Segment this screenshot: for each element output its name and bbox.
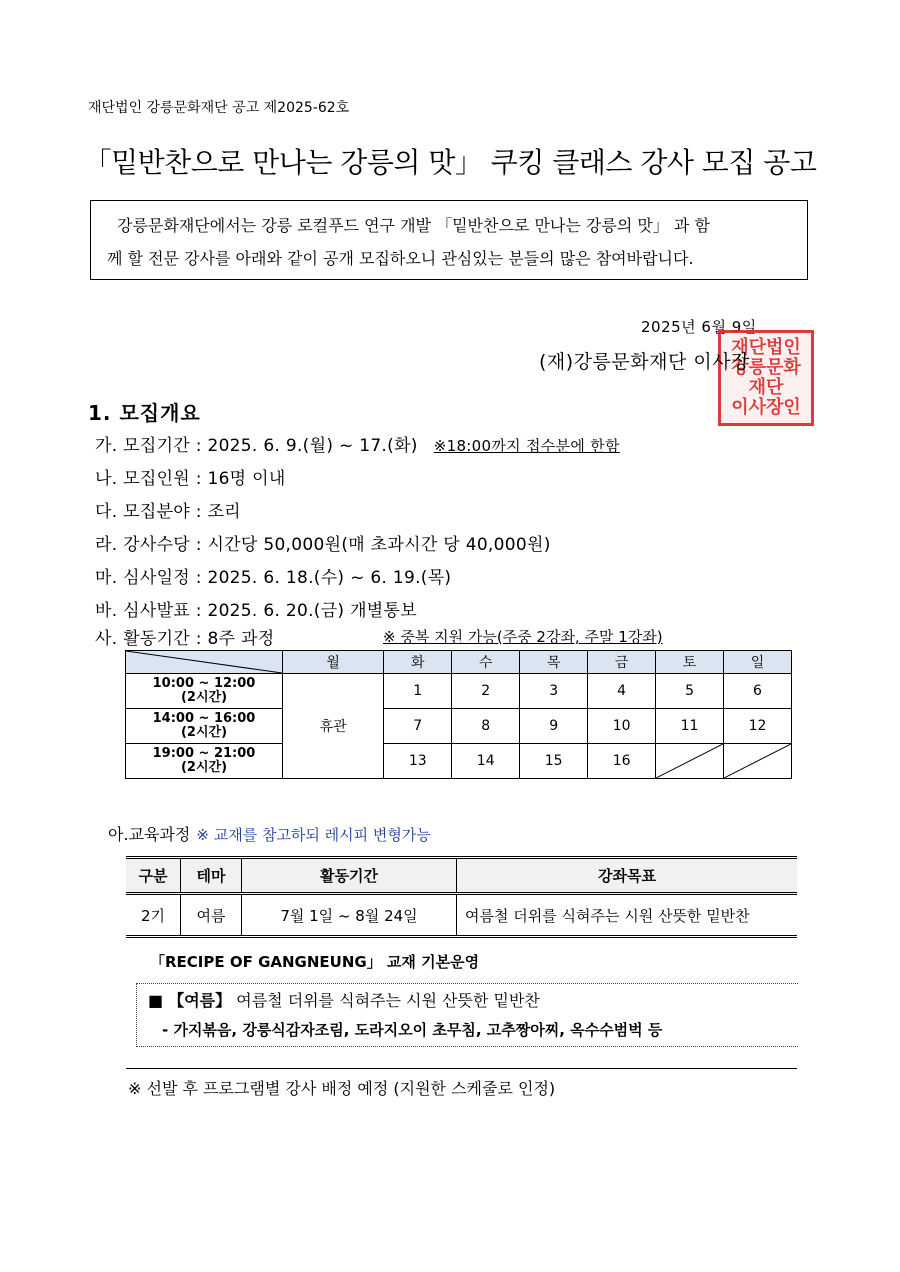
session-cell: 9 bbox=[520, 709, 588, 744]
session-cell: 11 bbox=[656, 709, 724, 744]
day-header: 화 bbox=[384, 651, 452, 674]
col-header: 테마 bbox=[181, 858, 242, 894]
col-header: 구분 bbox=[126, 858, 181, 894]
monday-closed: 휴관 bbox=[283, 674, 384, 779]
empty-cell bbox=[656, 744, 724, 779]
item-review: 마. 심사일정 : 2025. 6. 18.(수) ~ 6. 19.(목) bbox=[95, 568, 452, 588]
divider bbox=[126, 1068, 797, 1069]
session-cell: 7 bbox=[384, 709, 452, 744]
session-cell: 4 bbox=[588, 674, 656, 709]
table-cell: 여름철 더위를 식혀주는 시원 산뜻한 밑반찬 bbox=[457, 894, 798, 937]
education-heading: 아.교육과정 ※ 교재를 참고하되 레시피 변형가능 bbox=[108, 825, 431, 844]
section-heading: 1. 모집개요 bbox=[88, 401, 201, 425]
intro-box bbox=[90, 200, 808, 280]
page-title: 「밑반찬으로 만나는 강릉의 맛」 쿠킹 클래스 강사 모집 공고 bbox=[83, 146, 817, 179]
curriculum-table bbox=[126, 856, 797, 938]
recipe-season-line bbox=[148, 988, 540, 1011]
empty-cell bbox=[724, 744, 792, 779]
session-cell: 10 bbox=[588, 709, 656, 744]
session-cell: 16 bbox=[588, 744, 656, 779]
recipe-book-title: 「RECIPE OF GANGNEUNG」 교재 기본운영 bbox=[150, 953, 480, 971]
col-header: 활동기간 bbox=[242, 858, 457, 894]
time-slot: 14:00 ~ 16:00 (2시간) bbox=[126, 709, 283, 744]
document-number: 재단법인 강릉문화재단 공고 제2025-62호 bbox=[88, 100, 350, 116]
session-cell: 15 bbox=[520, 744, 588, 779]
intro-line-2: 께 할 전문 강사를 아래와 같이 공개 모집하오니 관심있는 분들의 많은 참여바랍니다. bbox=[107, 249, 694, 268]
day-header: 일 bbox=[724, 651, 792, 674]
session-cell: 12 bbox=[724, 709, 792, 744]
season-label: 【여름】 bbox=[168, 991, 232, 1010]
session-cell: 1 bbox=[384, 674, 452, 709]
schedule-note: ※ 중복 지원 가능(주중 2강좌, 주말 1강좌) bbox=[383, 628, 663, 646]
day-header: 토 bbox=[656, 651, 724, 674]
schedule-table bbox=[125, 650, 792, 779]
education-note: ※ 교재를 참고하되 레시피 변형가능 bbox=[196, 826, 431, 844]
session-cell: 3 bbox=[520, 674, 588, 709]
table-corner bbox=[126, 651, 283, 674]
day-header: 월 bbox=[283, 651, 384, 674]
notice-date: 2025년 6월 9일 bbox=[641, 318, 757, 336]
session-cell: 13 bbox=[384, 744, 452, 779]
item-field: 다. 모집분야 : 조리 bbox=[95, 502, 241, 522]
time-slot: 19:00 ~ 21:00 (2시간) bbox=[126, 744, 283, 779]
item-count: 나. 모집인원 : 16명 이내 bbox=[95, 469, 286, 489]
table-cell: 7월 1일 ~ 8월 24일 bbox=[242, 894, 457, 937]
day-header: 금 bbox=[588, 651, 656, 674]
season-description: 여름철 더위를 식혀주는 시원 산뜻한 밑반찬 bbox=[236, 991, 540, 1010]
col-header: 강좌목표 bbox=[457, 858, 798, 894]
signer-name: (재)강릉문화재단 이사장 bbox=[539, 351, 750, 373]
session-cell: 6 bbox=[724, 674, 792, 709]
item-period: 가. 모집기간 : 2025. 6. 9.(월) ~ 17.(화) ※18:00까지 접수분에 한함 bbox=[95, 436, 620, 456]
day-header: 수 bbox=[452, 651, 520, 674]
final-note: ※ 선발 후 프로그램별 강사 배정 예정 (지원한 스케줄로 인정) bbox=[128, 1079, 556, 1098]
official-seal-stamp: 재단법인 강릉문화재단 이사장인 bbox=[718, 330, 814, 426]
session-cell: 8 bbox=[452, 709, 520, 744]
square-bullet-icon: ■ bbox=[148, 991, 164, 1010]
table-cell: 여름 bbox=[181, 894, 242, 937]
session-cell: 14 bbox=[452, 744, 520, 779]
day-header: 목 bbox=[520, 651, 588, 674]
item-activity: 사. 활동기간 : 8주 과정 bbox=[95, 629, 275, 649]
time-slot: 10:00 ~ 12:00 (2시간) bbox=[126, 674, 283, 709]
item-fee: 라. 강사수당 : 시간당 50,000원(매 초과시간 당 40,000원) bbox=[95, 535, 551, 555]
intro-line-1: 강릉문화재단에서는 강릉 로컬푸드 연구 개발 「밑반찬으로 만나는 강릉의 맛」 과 함 bbox=[117, 216, 710, 235]
session-cell: 5 bbox=[656, 674, 724, 709]
table-cell: 2기 bbox=[126, 894, 181, 937]
deadline-note: ※18:00까지 접수분에 한함 bbox=[433, 437, 620, 455]
item-announce: 바. 심사발표 : 2025. 6. 20.(금) 개별통보 bbox=[95, 601, 417, 621]
recipe-dishes: - 가지볶음, 강릉식감자조림, 도라지오이 초무침, 고추짱아찌, 옥수수범벅 등 bbox=[162, 1021, 663, 1039]
session-cell: 2 bbox=[452, 674, 520, 709]
